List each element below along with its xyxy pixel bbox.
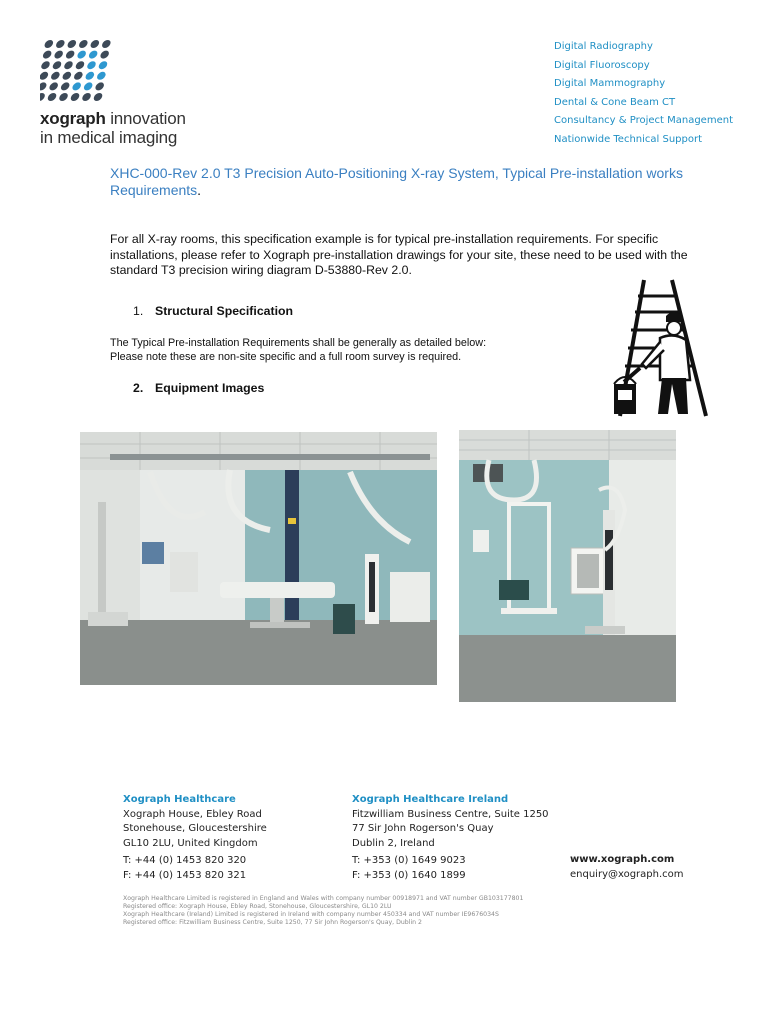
logo-dot: [84, 72, 95, 80]
logo-dot: [48, 82, 59, 90]
logo-dot: [40, 93, 46, 101]
legal-line: Xograph Healthcare Limited is registered in England and Wales with company number 00918971 and VAT number GB103177801: [123, 895, 524, 902]
email-link[interactable]: enquiry@xograph.com: [570, 868, 684, 880]
logo-dot: [101, 40, 112, 48]
footer-ie-line: 77 Sir John Rogerson's Quay: [352, 823, 494, 834]
legal-line: Registered office: Xograph House, Ebley Road, Stonehouse, Gloucestershire, GL10 2LU: [123, 903, 392, 910]
footer-phone-uk: [123, 854, 246, 883]
footer-uk-heading: Xograph Healthcare: [123, 794, 236, 805]
requirements-line-1: The Typical Pre-installation Requirements shall be generally as detailed below:: [110, 337, 487, 349]
footer-uk-line: Stonehouse, Gloucestershire: [123, 823, 267, 834]
logo-dot: [63, 61, 74, 69]
logo-dot: [73, 72, 84, 80]
logo-dot: [76, 51, 87, 59]
logo-dot: [96, 72, 107, 80]
service-item: Consultancy & Project Management: [554, 115, 733, 126]
footer-uk-line: Xograph House, Ebley Road: [123, 808, 262, 820]
website-link[interactable]: www.xograph.com: [570, 854, 675, 865]
brand-name: xograph: [40, 109, 106, 128]
section-number: 1.: [133, 304, 144, 318]
legal-line: Registered office: Fitzwilliam Business Centre, Suite 1250, 77 Sir John Rogerson's Quay, Dublin 2: [123, 919, 422, 926]
footer-address-uk: [123, 793, 267, 851]
footer-contact: [570, 853, 684, 882]
footer-ie-line: Fitzwilliam Business Centre, Suite 1250: [352, 808, 549, 820]
logo-dot: [86, 61, 97, 69]
section-title: Equipment Images: [155, 381, 265, 395]
footer-phone-ireland: [352, 854, 466, 883]
footer-uk-tel: T: +44 (0) 1453 820 320: [123, 855, 247, 866]
footer-address-ireland: [352, 793, 549, 851]
footer-ie-heading: Xograph Healthcare Ireland: [352, 794, 509, 805]
section-title: Structural Specification: [155, 304, 294, 318]
logo-dot: [61, 72, 72, 80]
title-end: .: [197, 182, 202, 198]
logo-dot: [42, 51, 53, 59]
logo-dot: [55, 40, 66, 48]
service-item: Dental & Cone Beam CT: [554, 96, 676, 108]
section-equipment-heading: [133, 381, 264, 395]
section-number: 2.: [133, 381, 144, 395]
logo-dot: [83, 82, 94, 90]
logo-dot: [65, 51, 76, 59]
intro-paragraph: For all X-ray rooms, this specification example is for typical pre-installation requirements. For specific installations, please refer to Xograph pre-installation drawings for your site, these need to be used with the standard T3 precision wiring diagram D-53880-Rev 2.0.: [110, 232, 688, 277]
logo-dot: [66, 40, 77, 48]
logo-dot: [58, 93, 69, 101]
logo-dot: [60, 82, 71, 90]
logo-dot: [81, 93, 92, 101]
logo-dot: [78, 40, 89, 48]
xray-room-photo-detector: [459, 430, 676, 702]
logo-dot: [98, 61, 109, 69]
service-item: Nationwide Technical Support: [554, 133, 703, 145]
logo-dot: [53, 51, 64, 59]
logo-dot: [40, 82, 48, 90]
service-item: Digital Radiography: [554, 41, 653, 52]
footer-ie-fax: F: +353 (0) 1640 1899: [352, 869, 466, 881]
footer-uk-fax: F: +44 (0) 1453 820 321: [123, 869, 247, 881]
logo-dot: [50, 72, 61, 80]
logo-tagline-2: in medical imaging: [40, 128, 178, 147]
section-structural-heading: [133, 304, 293, 318]
logo-dot: [47, 93, 58, 101]
title-text: XHC-000-Rev 2.0 T3 Precision Auto-Positioning X-ray System, Typical Pre-installation works Requirements: [110, 165, 683, 198]
requirements-line-2: Please note these are non-site specific and a full room survey is required.: [110, 350, 462, 363]
logo-dot: [71, 82, 82, 90]
xray-room-photo-wide: [80, 432, 437, 685]
services-list: [554, 38, 733, 149]
logo-dot: [75, 61, 86, 69]
footer-ie-line: Dublin 2, Ireland: [352, 837, 435, 849]
logo-dot: [52, 61, 63, 69]
logo-dot: [43, 40, 54, 48]
brand-tagline: innovation: [105, 109, 186, 128]
logo-dot: [99, 51, 110, 59]
service-item: Digital Fluoroscopy: [554, 59, 650, 71]
logo-dot: [40, 72, 49, 80]
requirements-paragraph: [110, 337, 550, 364]
logo-dot: [70, 93, 81, 101]
legal-line: Xograph Healthcare (Ireland) Limited is registered in Ireland with company number 450334 and VAT number IE9676034S: [123, 911, 499, 918]
logo-dot: [94, 82, 105, 90]
logo-dot: [89, 40, 100, 48]
footer-uk-line: GL10 2LU, United Kingdom: [123, 837, 258, 849]
logo-dot: [40, 61, 51, 69]
legal-notice: [123, 895, 523, 927]
worker-ladder-icon: [610, 278, 710, 418]
logo-wordmark: [40, 109, 186, 129]
service-item: Digital Mammography: [554, 78, 666, 89]
logo-dot: [88, 51, 99, 59]
footer-ie-tel: T: +353 (0) 1649 9023: [352, 855, 466, 866]
xograph-logo-dots: [40, 38, 112, 104]
logo-dot: [93, 93, 104, 101]
document-title: [110, 165, 710, 199]
